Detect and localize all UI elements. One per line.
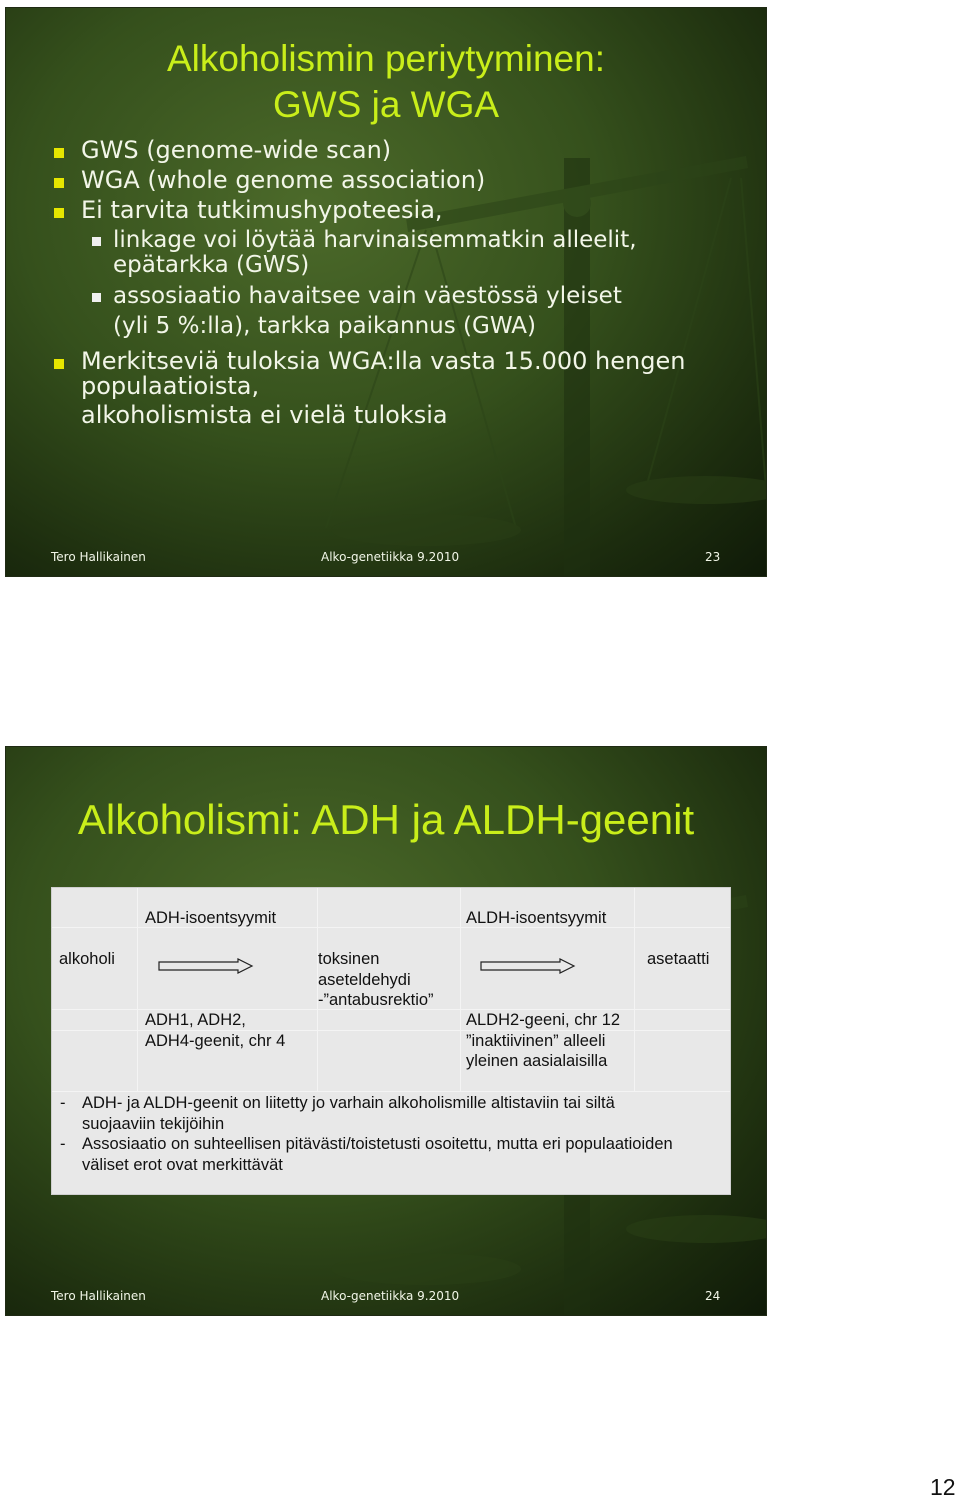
bullet-item: WGA (whole genome association) bbox=[54, 168, 694, 193]
arrow-right-icon bbox=[480, 958, 576, 974]
product-label: asetaatti bbox=[647, 950, 710, 968]
sub-bullet-item: linkage voi löytää harvinaisemmatkin alleelit, epätarkka (GWS) bbox=[54, 228, 694, 278]
table-grid-line bbox=[460, 888, 461, 1091]
page-number: 12 bbox=[930, 1474, 956, 1500]
footer-event: Alko-genetiikka 9.2010 bbox=[321, 1289, 460, 1303]
substrate-label: alkoholi bbox=[59, 950, 115, 968]
notes-list bbox=[60, 1093, 725, 1175]
table-grid-line bbox=[52, 1091, 730, 1092]
bullet-list bbox=[54, 138, 694, 432]
sub-bullet-item: assosiaatio havaitsee vain väestössä yleiset (yli 5 %:lla), tarkka paikannus (GWA) bbox=[54, 284, 694, 344]
note-item: - Assosiaatio on suhteellisen pitävästi/toistetusti osoitettu, mutta eri populaatioiden väliset erot ovat merkittävät bbox=[60, 1135, 673, 1174]
bullet-item: Merkitseviä tuloksia WGA:lla vasta 15.000 hengen populaatioista, alkoholismista ei vielä tuloksia bbox=[54, 349, 694, 432]
note-item: - ADH- ja ALDH-geenit on liitetty jo varhain alkoholismille altistaviin tai siltä suojaaviin tekijöihin bbox=[60, 1094, 615, 1133]
adh-genes: ADH1, ADH2, ADH4-geenit, chr 4 bbox=[145, 1011, 286, 1050]
bullet-square-icon bbox=[54, 359, 64, 369]
slide-number: 23 bbox=[705, 550, 721, 564]
table-grid-line bbox=[634, 888, 635, 1091]
adh-header: ADH-isoentsyymit bbox=[145, 909, 277, 927]
footer-author: Tero Hallikainen bbox=[51, 550, 146, 564]
footer-event: Alko-genetiikka 9.2010 bbox=[321, 550, 460, 564]
sub-bullet-square-icon bbox=[92, 237, 101, 246]
title-line-2: GWS ja WGA bbox=[272, 84, 500, 125]
slide-title bbox=[6, 36, 766, 128]
sub-bullet-square-icon bbox=[92, 293, 101, 302]
bullet-square-icon bbox=[54, 148, 64, 158]
aldh-genes: ALDH2-geeni, chr 12 ”inaktiivinen” alleeli yleinen aasialaisilla bbox=[466, 1011, 621, 1070]
table-grid-line bbox=[137, 888, 138, 1091]
bullet-square-icon bbox=[54, 208, 64, 218]
bullet-item: Ei tarvita tutkimushypoteesia, bbox=[54, 198, 694, 223]
bullet-item: GWS (genome-wide scan) bbox=[54, 138, 694, 163]
intermediate-label: toksinen aseteldehydi -”antabusrektio” bbox=[318, 950, 434, 1009]
slide-23 bbox=[5, 7, 767, 577]
arrow-right-icon bbox=[158, 958, 254, 974]
aldh-header: ALDH-isoentsyymit bbox=[466, 909, 607, 927]
title-line-1: Alkoholismin periytyminen: bbox=[166, 38, 605, 79]
enzyme-pathway-table bbox=[51, 887, 731, 1195]
slide-number: 24 bbox=[705, 1289, 721, 1303]
bullet-square-icon bbox=[54, 178, 64, 188]
slide-24 bbox=[5, 746, 767, 1316]
slide-title: Alkoholismi: ADH ja ALDH-geenit bbox=[77, 796, 695, 843]
footer-author: Tero Hallikainen bbox=[51, 1289, 146, 1303]
